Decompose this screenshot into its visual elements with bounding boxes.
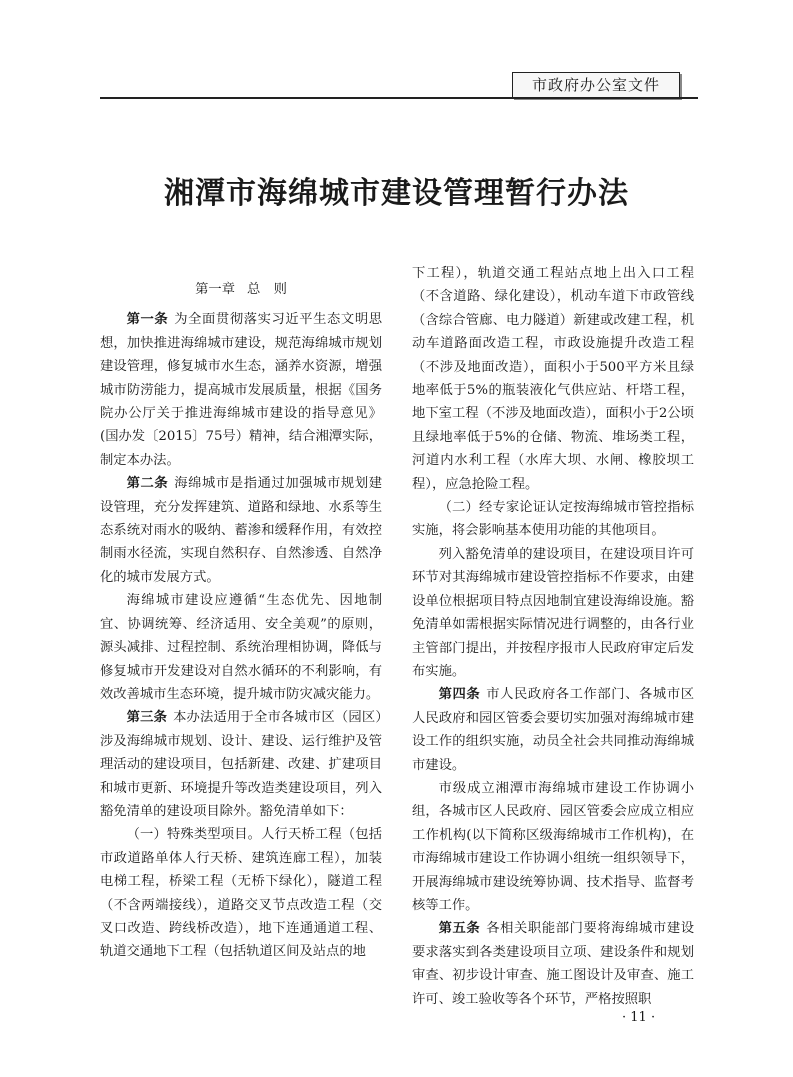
chapter-heading <box>100 278 382 301</box>
paragraph-text: 下工程），轨道交通工程站点地上出入口工程（不含道路、绿化建设），机动车道下市政管线（含综合管廊、电力隧道）新建或改建工程，机动车道路面改造工程，市政设施提升改造工程（不涉及地面改造），面积小于500平方米且绿地率低于5%的瓶装液化气供应站、杆塔工程，地下室工程（不涉及地面改造），面积小于2公顷且绿地率低于5%的仓储、物流、堆场类工程，河道内水利工程（水库大坝、水闸、橡胶坝工程），应急抢险工程。 <box>412 266 694 492</box>
paragraph <box>412 262 694 496</box>
paragraph-text: 市级成立湘潭市海绵城市建设工作协调小组，各城市区人民政府、园区管委会应成立相应工作机构(以下简称区级海绵城市工作机构)，在市海绵城市建设工作协调小组统一组织领导下，开展海绵城市建设统筹协调、技术指导、监督考核等工作。 <box>412 780 694 913</box>
paragraph <box>412 777 694 917</box>
right-column <box>412 262 694 1011</box>
document-title: 湘潭市海绵城市建设管理暂行办法 <box>164 176 629 211</box>
paragraph <box>100 308 382 472</box>
paragraph <box>412 496 694 543</box>
paragraph-text: 海绵城市是指通过加强城市规划建设管理，充分发挥建筑、道路和绿地、水系等生态系统对雨水的吸纳、蓄渗和缓释作用，有效控制雨水径流，实现自然积存、自然渗透、自然净化的城市发展方式。 <box>100 476 383 585</box>
paragraph-text: 列入豁免清单的建设项目，在建设项目许可环节对其海绵城市建设管控指标不作要求，由建设单位根据项目特点因地制宜建设海绵设施。豁免清单如需根据实际情况进行调整的，由各行业主管部门提出，并按程序报市人民政府审定后发布实施。 <box>412 546 694 679</box>
paragraph-text: （二）经专家论证认定按海绵城市管控指标实施，将会影响基本使用功能的其他项目。 <box>412 500 694 539</box>
article-number: 第二条 <box>126 476 169 492</box>
article-number: 第四条 <box>438 687 481 703</box>
paragraph-text: （一）特殊类型项目。人行天桥工程（包括市政道路单体人行天桥、建筑连廊工程），加装电梯工程，桥梁工程（无桥下绿化），隧道工程（不含两端接线），道路交叉节点改造工程（交叉口改造、跨线桥改造），地下连通通道工程、轨道交通地下工程（包括轨道区间及站点的地 <box>100 827 382 960</box>
left-column <box>100 262 382 964</box>
paragraph <box>412 683 694 777</box>
paragraph-text: 市人民政府各工作部门、各城市区人民政府和园区管委会要切实加强对海绵城市建设工作的组织实施，动员全社会共同推动海绵城市建设。 <box>412 687 695 773</box>
chapter-name: 总 则 <box>247 282 287 297</box>
document-type-badge: 市政府办公室文件 <box>512 72 680 98</box>
page-number: · 11 · <box>622 1010 656 1025</box>
article-number: 第五条 <box>438 921 481 937</box>
article-number: 第一条 <box>126 312 169 328</box>
paragraph <box>100 823 382 963</box>
paragraph <box>100 589 382 706</box>
paragraph <box>100 706 382 823</box>
paragraph-text: 本办法适用于全市各城市区（园区）涉及海绵城市规划、设计、建设、运行维护及管理活动的建设项目，包括新建、改建、扩建项目和城市更新、环境提升等改造类建设项目，列入豁免清单的建设项目除外。豁免清单如下： <box>100 710 383 819</box>
paragraph <box>412 543 694 683</box>
paragraph <box>100 472 382 589</box>
right-paragraphs <box>412 262 694 1011</box>
chapter-number: 第一章 <box>195 282 235 297</box>
header-rule <box>100 97 698 99</box>
paragraph-text: 为全面贯彻落实习近平生态文明思想，加快推进海绵城市建设，规范海绵城市规划建设管理，修复城市水生态，涵养水资源，增强城市防涝能力，提高城市发展质量，根据《国务院办公厅关于推进海绵城市建设的指导意见》(国办发〔2015〕75号）精神，结合湘潭实际，制定本办法。 <box>100 312 383 468</box>
paragraph-text: 各相关职能部门要将海绵城市建设要求落实到各类建设项目立项、建设条件和规划审查、初步设计审查、施工图设计及审查、施工许可、竣工验收等各个环节，严格按照职 <box>412 921 695 1007</box>
paragraph <box>412 917 694 1011</box>
left-paragraphs <box>100 308 382 963</box>
article-number: 第三条 <box>126 710 168 726</box>
paragraph-text: 海绵城市建设应遵循“生态优先、因地制宜、协调统筹、经济适用、安全美观”的原则，源头减排、过程控制、系统治理相协调，降低与修复城市开发建设对自然水循环的不利影响，有效改善城市生态环境，提升城市防灾减灾能力。 <box>100 593 382 702</box>
